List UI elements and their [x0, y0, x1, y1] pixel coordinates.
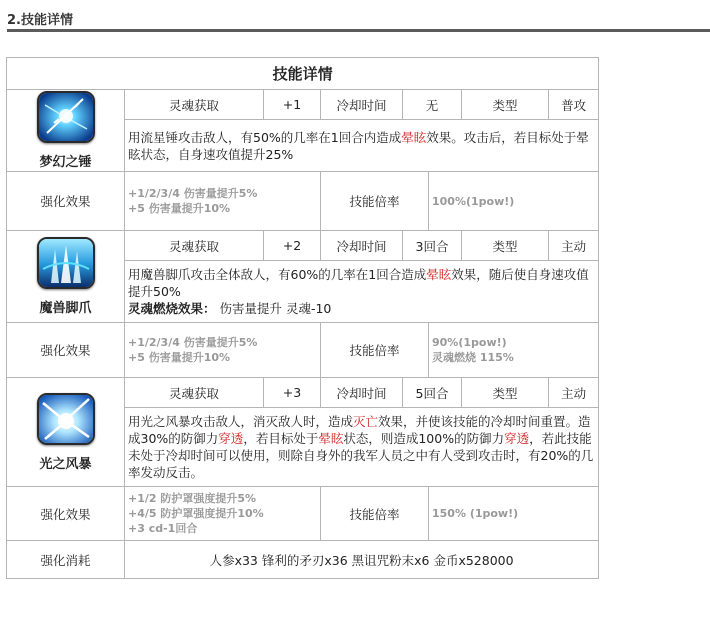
enhance-effects: +1/2/3/4 伤害量提升5% +5 伤害量提升10% — [125, 323, 321, 378]
table-header: 技能详情 — [7, 58, 599, 90]
claw-icon — [37, 237, 95, 289]
type-value: 主动 — [549, 378, 599, 408]
ratio-value: 90%(1pow!) 灵魂燃烧 115% — [429, 323, 599, 378]
cooldown-value: 无 — [403, 90, 462, 120]
enhance-effects: +1/2/3/4 伤害量提升5% +5 伤害量提升10% — [125, 172, 321, 231]
skill-details-table — [6, 57, 599, 579]
soul-label: 灵魂获取 — [125, 90, 264, 120]
skill-description: 用魔兽脚爪攻击全体敌人，有60%的几率在1回合造成晕眩效果，随后使自身速攻值提升50% 灵魂燃烧效果： 伤害量提升 灵魂-10 — [125, 261, 599, 323]
skill-2-cell — [7, 231, 125, 323]
hammer-icon — [37, 91, 95, 143]
type-value: 普攻 — [549, 90, 599, 120]
enhance-effects: +1/2 防护罩强度提升5% +4/5 防护罩强度提升10% +3 cd-1回合 — [125, 487, 321, 541]
enhance-cost-label: 强化消耗 — [7, 541, 125, 579]
type-label: 类型 — [462, 378, 549, 408]
type-value: 主动 — [549, 231, 599, 261]
cooldown-value: 3回合 — [403, 231, 462, 261]
cooldown-label: 冷却时间 — [321, 90, 403, 120]
soul-label: 灵魂获取 — [125, 231, 264, 261]
enhance-label: 强化效果 — [7, 487, 125, 541]
soul-value: +2 — [264, 231, 321, 261]
soul-label: 灵魂获取 — [125, 378, 264, 408]
skill-1-cell — [7, 90, 125, 172]
skill-name: 魔兽脚爪 — [39, 301, 92, 316]
soul-value: +3 — [264, 378, 321, 408]
skill-3-cell — [7, 378, 125, 487]
type-label: 类型 — [462, 231, 549, 261]
soul-value: +1 — [264, 90, 321, 120]
enhance-cost-value: 人参x33 锋利的矛刃x36 黑诅咒粉末x6 金币x528000 — [125, 541, 599, 579]
section-divider — [7, 29, 710, 32]
skill-description: 用流星锤攻击敌人，有50%的几率在1回合内造成晕眩效果。攻击后，若目标处于晕眩状态，自身速攻值提升25% — [125, 120, 599, 172]
section-title: 2.技能详情 — [7, 13, 73, 28]
enhance-label: 强化效果 — [7, 172, 125, 231]
cooldown-label: 冷却时间 — [321, 231, 403, 261]
type-label: 类型 — [462, 90, 549, 120]
ratio-label: 技能倍率 — [321, 323, 429, 378]
ratio-label: 技能倍率 — [321, 172, 429, 231]
enhance-label: 强化效果 — [7, 323, 125, 378]
ratio-value: 150% (1pow!) — [429, 487, 599, 541]
cooldown-value: 5回合 — [403, 378, 462, 408]
skill-name: 光之风暴 — [39, 456, 92, 472]
ratio-value: 100%(1pow!) — [429, 172, 599, 231]
cooldown-label: 冷却时间 — [321, 378, 403, 408]
skill-description: 用光之风暴攻击敌人，消灭敌人时，造成灭亡效果，并使该技能的冷却时间重置。造成30%的防御力穿透，若目标处于晕眩状态，则造成100%的防御力穿透，若此技能未处于冷却时间可以使用，则除自身外的我军人员之中有人受到攻击时，有20%的几率发动反击。 — [125, 408, 599, 487]
skill-name: 梦幻之锤 — [39, 155, 92, 170]
ratio-label: 技能倍率 — [321, 487, 429, 541]
light-storm-icon — [37, 393, 95, 445]
